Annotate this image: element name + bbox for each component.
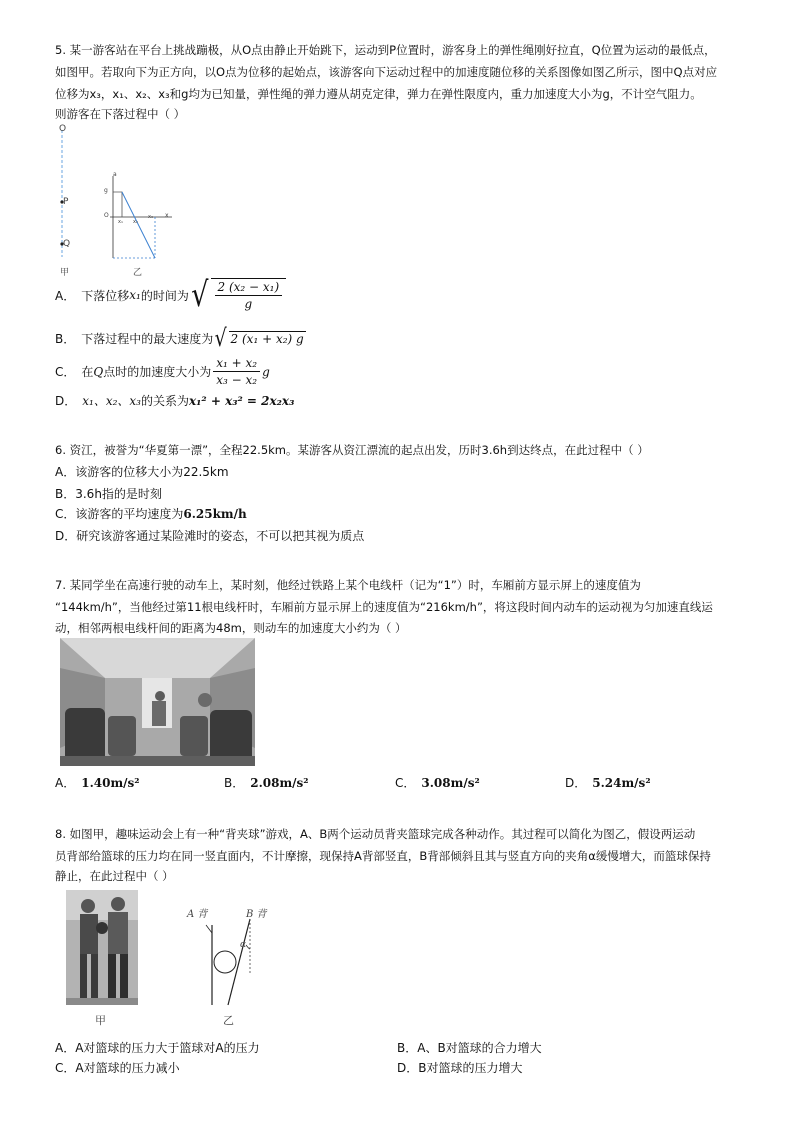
q5-stem-line2: 如图甲。若取向下为正方向，以O点为位移的起始点，该游客向下运动过程中的加速度随位移的关系图像如图乙所示，图中Q点对应 bbox=[55, 65, 718, 79]
q7-option-d-value: 5.24m/s² bbox=[592, 775, 651, 790]
q5-option-b-radicand: 2 (x₁ + x₂) g bbox=[230, 331, 304, 346]
q8-players-photo bbox=[66, 890, 138, 1005]
q7-option-b-label: B． bbox=[224, 776, 245, 790]
q8-option-a[interactable]: A．A对篮球的压力大于篮球对A的压力 bbox=[55, 1041, 260, 1055]
q5-option-b-text: 下落过程中的最大速度为 bbox=[81, 331, 214, 346]
q5-option-c-numerator: x₁ + x₂ bbox=[213, 355, 260, 372]
q5-x2-label: x₂ bbox=[133, 219, 138, 225]
q7-option-c[interactable] bbox=[395, 774, 480, 791]
q7-option-a[interactable] bbox=[55, 774, 140, 791]
q5-option-a-text: 下落位移 bbox=[81, 288, 130, 303]
q6-option-d[interactable]: D．研究该游客通过某险滩时的姿态，不可以把其视为质点 bbox=[55, 529, 365, 543]
q5-option-a[interactable] bbox=[55, 275, 286, 315]
q7-option-d[interactable] bbox=[565, 774, 651, 791]
q5-option-d[interactable] bbox=[55, 392, 294, 409]
q5-axis-g-label: g bbox=[104, 187, 108, 194]
q5-stem-line1: 5. 某一游客站在平台上挑战蹦极，从O点由静止开始跳下，运动到P位置时，游客身上的弹性绳刚好拉直，Q位置为运动的最低点， bbox=[55, 43, 716, 57]
q8-diagram-yi bbox=[180, 905, 280, 1015]
q5-option-c-text: 在 bbox=[81, 365, 94, 379]
q5-stem-line4: 则游客在下落过程中（ ） bbox=[55, 107, 186, 121]
q7-option-c-label: C． bbox=[395, 776, 416, 790]
q5-option-a-var: x₁ bbox=[129, 288, 141, 302]
q8-caption-jia: 甲 bbox=[95, 1014, 106, 1027]
q5-stem-line3: 位移为x₃，x₁、x₂、x₃和g均为已知量，弹性绳的弹力遵从胡克定律，弹力在弹性限度内，重力加速度大小为g，不计空气阻力。 bbox=[55, 87, 702, 101]
q8-option-b[interactable]: B．A、B对篮球的合力增大 bbox=[397, 1041, 542, 1055]
q6-option-c-value: 6.25km/h bbox=[183, 506, 247, 521]
q8-stem-line3: 静止，在此过程中（ ） bbox=[55, 869, 174, 883]
q5-x3-label: x₃ bbox=[148, 214, 153, 220]
q5-option-a-denominator: g bbox=[244, 297, 253, 311]
q7-option-d-label: D． bbox=[565, 776, 587, 790]
q5-option-d-text: 的关系为 bbox=[141, 394, 190, 408]
q6-option-c[interactable] bbox=[55, 505, 247, 522]
q5-option-a-sqrt bbox=[189, 275, 286, 315]
q5-axis-a-label: a bbox=[113, 171, 117, 178]
q5-axis-x-label: x bbox=[165, 212, 169, 219]
q6-option-a[interactable]: A．该游客的位移大小为22.5km bbox=[55, 465, 229, 479]
q7-stem-line3: 动，相邻两根电线杆间的距离为48m，则动车的加速度大小约为（ ） bbox=[55, 621, 407, 635]
q5-option-a-text2: 的时间为 bbox=[140, 288, 189, 303]
q5-option-d-label: D． bbox=[55, 394, 77, 408]
q5-option-b-label: B． bbox=[55, 331, 76, 346]
q8-label-a-back: A 背 bbox=[187, 909, 208, 920]
q7-option-a-label: A． bbox=[55, 776, 76, 790]
sqrt-icon: √ bbox=[190, 275, 209, 315]
q7-stem-line1: 7. 某同学坐在高速行驶的动车上，某时刻，他经过铁路上某个电线杆（记为“1”）时，车厢前方显示屏上的速度值为 bbox=[55, 578, 641, 592]
q5-option-c-text2: 点时的加速度大小为 bbox=[103, 365, 212, 379]
q8-option-c[interactable]: C．A对篮球的压力减小 bbox=[55, 1061, 180, 1075]
q5-point-p-label: P bbox=[63, 197, 69, 207]
q7-option-b-value: 2.08m/s² bbox=[250, 775, 309, 790]
q5-origin-label: O bbox=[104, 212, 109, 219]
sqrt-icon: √ bbox=[214, 324, 228, 352]
q5-option-a-label: A． bbox=[55, 288, 76, 303]
q5-option-d-equation: x₁² + x₃² = 2x₂x₃ bbox=[189, 393, 295, 408]
q8-caption-yi: 乙 bbox=[223, 1014, 234, 1027]
q5-option-c-tail: g bbox=[262, 364, 270, 379]
q5-point-o-label: O bbox=[59, 124, 67, 134]
q7-train-interior-photo bbox=[60, 638, 255, 766]
q5-option-c-var: Q bbox=[93, 364, 104, 379]
q6-option-c-text: C．该游客的平均速度为 bbox=[55, 507, 184, 521]
q5-caption-jia: 甲 bbox=[60, 268, 70, 278]
q6-stem-line1: 6. 资江，被誉为“华夏第一漂”，全程22.5km。某游客从资江漂流的起点出发，历时3.6h到达终点，在此过程中（ ） bbox=[55, 443, 649, 457]
q5-option-c-label: C． bbox=[55, 365, 76, 379]
q5-option-c[interactable] bbox=[55, 355, 270, 388]
q5-point-q-label: Q bbox=[63, 239, 71, 249]
q5-option-b[interactable] bbox=[55, 326, 306, 350]
q5-option-a-numerator: 2 (x₂ − x₁) bbox=[215, 279, 283, 296]
q5-option-c-denominator: x₃ − x₂ bbox=[216, 373, 258, 387]
q5-x1-label: x₁ bbox=[118, 219, 123, 225]
q7-option-b[interactable] bbox=[224, 774, 309, 791]
q6-option-b[interactable]: B．3.6h指的是时刻 bbox=[55, 487, 162, 501]
q8-stem-line2: 员背部给篮球的压力均在同一竖直面内，不计摩擦，现保持A背部竖直，B背部倾斜且其与竖直方向的夹角α缓慢增大，而篮球保持 bbox=[55, 849, 711, 863]
q5-option-d-vars: x₁、x₂、x₃ bbox=[82, 394, 141, 408]
q7-option-a-value: 1.40m/s² bbox=[81, 775, 140, 790]
q8-label-b-back: B 背 bbox=[246, 909, 267, 920]
q8-label-alpha: α bbox=[240, 940, 247, 950]
q7-stem-line2: “144km/h”，当他经过第11根电线杆时，车厢前方显示屏上的速度值为“216km/h”，将这段时间内动车的运动视为匀加速直线运 bbox=[55, 600, 713, 614]
q8-option-d[interactable]: D．B对篮球的压力增大 bbox=[397, 1061, 523, 1075]
q7-option-c-value: 3.08m/s² bbox=[421, 775, 480, 790]
q5-option-b-sqrt bbox=[213, 326, 305, 350]
q5-caption-yi: 乙 bbox=[133, 268, 143, 278]
q8-stem-line1: 8. 如图甲，趣味运动会上有一种“背夹球”游戏，A、B两个运动员背夹篮球完成各种动作。其过程可以简化为图乙，假设两运动 bbox=[55, 827, 696, 841]
